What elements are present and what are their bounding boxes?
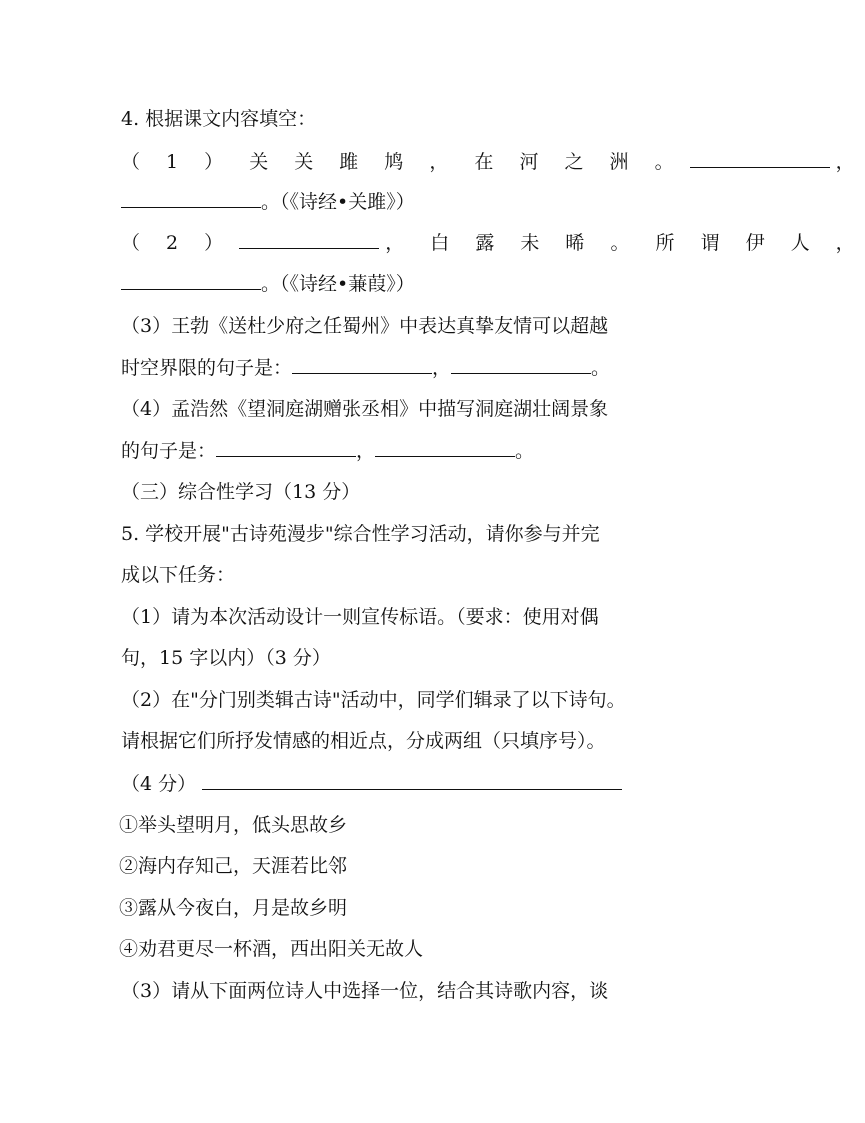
q5-part-2-line-2: 请根据它们所抒发情感的相近点，分成两组（只填序号）。 <box>121 730 606 752</box>
answer-blank[interactable] <box>121 271 261 290</box>
q4-item-3-line-1: （3）王勃《送杜少府之任蜀州》中表达真挚友情可以超越 <box>121 315 609 337</box>
q4-item-2-source: 。（《诗经•蒹葭》） <box>261 273 415 295</box>
q4-item-1-line-1 <box>121 149 865 174</box>
question-4-title: 4. 根据课文内容填空： <box>121 108 317 130</box>
q5-part-2-line-3 <box>121 771 622 796</box>
answer-blank[interactable] <box>239 230 379 249</box>
q4-item-1-line-2 <box>121 189 415 214</box>
answer-blank[interactable] <box>690 149 830 168</box>
q4-item-1-text: （ 1 ） 关 关 雎 鸠 ， 在 河 之 洲 。 <box>121 151 684 173</box>
question-5-line-1: 5. 学校开展"古诗苑漫步"综合性学习活动，请你参与并完 <box>121 523 600 545</box>
q4-item-4-line-1: （4）孟浩然《望洞庭湖赠张丞相》中描写洞庭湖壮阔景象 <box>121 398 609 420</box>
poem-line: ④劝君更尽一杯酒，西出阳关无故人 <box>119 938 424 960</box>
answer-blank[interactable] <box>451 355 591 374</box>
q4-item-2-number: （ 2 ） <box>121 232 234 254</box>
poem-line: ③露从今夜白，月是故乡明 <box>119 897 348 919</box>
answer-blank[interactable] <box>216 438 356 457</box>
q4-item-1-source: 。（《诗经•关雎》） <box>261 191 415 213</box>
q4-item-4-line-2 <box>121 438 534 463</box>
q4-item-2-text: ， 白 露 未 晞 。 所 谓 伊 人 ， <box>385 232 865 254</box>
q5-part-1-line-1: （1）请为本次活动设计一则宣传标语。（要求：使用对偶 <box>121 606 599 628</box>
q5-part-1-line-2: 句，15 字以内）（3 分） <box>121 647 331 669</box>
period: 。 <box>591 357 611 379</box>
period: 。 <box>515 440 535 462</box>
q4-item-4-text: 的句子是： <box>121 440 217 462</box>
q4-item-2-line-1 <box>121 230 865 255</box>
q5-part-3-line-1: （3）请从下面两位诗人中选择一位，结合其诗歌内容，谈 <box>121 980 609 1002</box>
comma: ， <box>432 357 452 379</box>
poem-line: ①举头望明月，低头思故乡 <box>119 814 348 836</box>
q4-item-3-line-2 <box>121 355 610 380</box>
q4-item-3-text: 时空界限的句子是： <box>121 357 293 379</box>
answer-blank[interactable] <box>292 355 432 374</box>
q4-item-1-separator: ， <box>835 151 865 173</box>
q5-part-2-points: （4 分） <box>121 773 197 795</box>
poem-line: ②海内存知己，天涯若比邻 <box>119 855 348 877</box>
question-5-line-2: 成以下任务： <box>121 564 236 586</box>
q4-item-2-line-2 <box>121 271 415 296</box>
comma: ， <box>356 440 376 462</box>
answer-blank[interactable] <box>121 189 261 208</box>
answer-blank[interactable] <box>375 438 515 457</box>
q5-part-2-line-1: （2）在"分门别类辑古诗"活动中，同学们辑录了以下诗句。 <box>121 689 626 711</box>
answer-blank[interactable] <box>202 771 622 790</box>
section-3-heading: （三）综合性学习（13 分） <box>121 481 361 503</box>
